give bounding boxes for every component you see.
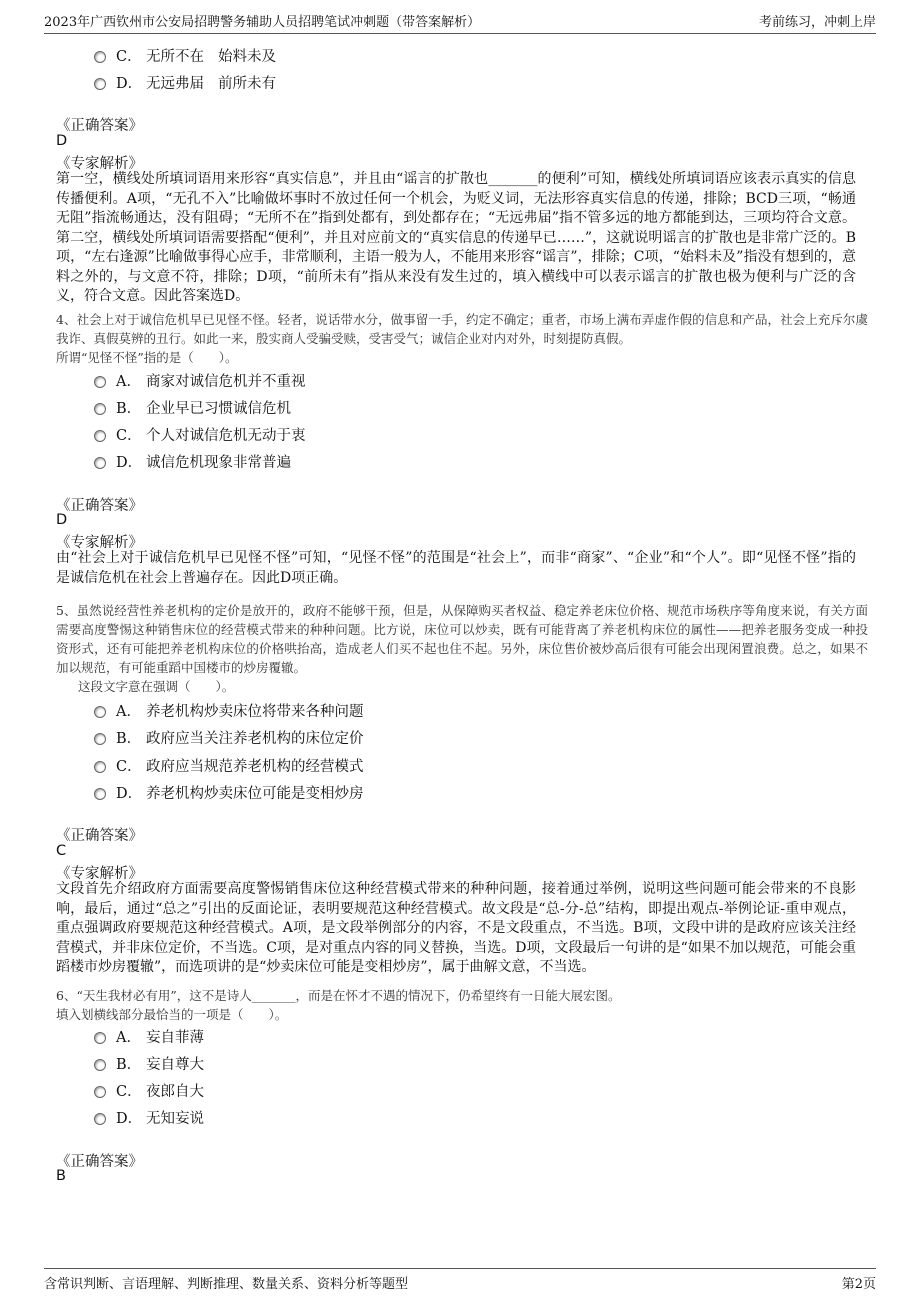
q6-answer: B — [56, 1168, 66, 1184]
q5-option-a[interactable]: A． 养老机构炒卖床位将带来各种问题 — [94, 699, 364, 721]
footer-topics: 含常识判断、言语理解、判断推理、数量关系、资料分析等题型 — [44, 1276, 409, 1292]
page-header — [44, 8, 876, 34]
radio-icon[interactable] — [94, 733, 106, 745]
radio-icon[interactable] — [94, 51, 106, 63]
radio-icon[interactable] — [94, 788, 106, 800]
q3-analysis: 第一空，横线处所填词语用来形容“真实信息”，并且由“谣言的扩散也_______的便利”可知，横线处所填词语应该表示真实的信息传播便利。A项，“无孔不入”比喻做坏事时不放过任何一个机会，为贬义词，无法形容真实信息的传递，排除；BCD三项，“畅通无阻”指流畅通达，没有阻碍；“无所不在”指到处都有，到处都存在；“无远弗届”指不管多远的地方都能到达，三项均符合文意。第二空，横线处所填词语需要搭配“便利”，并且对应前文的“真实信息的传递早已……”，这就说明谣言的扩散也是非常广泛的。B项，“左右逢源”比喻做事得心应手，非常顺利，主语一般为人，不能用来形容“谣言”，排除；C项，“始料未及”指没有想到的，意料之外的，与文意不符，排除；D项，“前所未有”指从来没有发生过的，填入横线中可以表示谣言的扩散也极为便利与广泛的含义，符合文意。因此答案选D。 — [56, 171, 856, 304]
q4-answer: D — [56, 512, 68, 528]
q5-ask: 这段文字意在强调（ ）。 — [78, 679, 235, 694]
q3-answer-label: 《正确答案》 — [56, 118, 143, 134]
q5-option-c[interactable]: C． 政府应当规范养老机构的经营模式 — [94, 754, 364, 776]
radio-icon[interactable] — [94, 1086, 106, 1098]
q5-analysis: 文段首先介绍政府方面需要高度警惕销售床位这种经营模式带来的种种问题，接着通过举例，说明这些问题可能会带来的不良影响，最后，通过“总之”引出的反面论证，表明要规范这种经营模式。故文段是“总-分-总”结构，即提出观点-举例论证-重申观点，重点强调政府要规范这种经营模式。A项，是文段举例部分的内容，不是文段重点，不当选。B项，文段中讲的是政府应该关注经营模式，并非床位定价，不当选。C项，是对重点内容的同义替换，当选。D项，文段最后一句讲的是“如果不加以规范，可能会重蹈楼市炒房覆辙”，而选项讲的是“炒卖床位可能是变相炒房”，属于曲解文意，不当选。 — [56, 881, 856, 975]
radio-icon[interactable] — [94, 706, 106, 718]
q5-answer: C — [56, 843, 67, 859]
q3-option-d[interactable]: D． 无远弗届 前所未有 — [94, 71, 276, 93]
q4-option-d[interactable]: D． 诚信危机现象非常普遍 — [94, 450, 291, 472]
q6-option-c[interactable]: C． 夜郎自大 — [94, 1079, 204, 1101]
radio-icon[interactable] — [94, 430, 106, 442]
radio-icon[interactable] — [94, 1059, 106, 1071]
radio-icon[interactable] — [94, 1113, 106, 1125]
q3-option-c[interactable]: C． 无所不在 始料未及 — [94, 44, 276, 66]
q6-stem: 6、“天生我材必有用”，这不是诗人_______，而是在怀才不遇的情况下，仍希望终有一日能大展宏图。 填入划横线部分最恰当的一项是（ ）。 — [56, 986, 868, 1024]
q6-ask: 填入划横线部分最恰当的一项是（ ）。 — [56, 1007, 288, 1022]
q4-option-a[interactable]: A． 商家对诚信危机并不重视 — [94, 369, 306, 391]
q4-stem: 4、社会上对于诚信危机早已见怪不怪。轻者，说话带水分，做事留一手，约定不确定；重者，市场上满布弄虚作假的信息和产品，社会上充斥尔虞我诈、真假莫辨的丑行。如此一来，殷实商人受骗受赎，受害受气；诚信企业对内对外，时刻提防真假。 所谓“见怪不怪”指的是（ ）。 — [56, 312, 868, 365]
q5-stem: 5、虽然说经营性养老机构的定价是放开的，政府不能够干预，但是，从保障购买者权益、稳定养老床位价格、规范市场秩序等角度来说，有关方面需要高度警惕这种销售床位的经营模式带来的种种问题。比方说，床位可以炒卖，既有可能背离了养老机构床位的属性——把养老服务变成一种投资形式，还有可能把养老机构床位的价格哄抬高，造成老人们买不起也住不起。另外，床位售价被炒高后很有可能会出现闲置浪费。总之，如果不加以规范，有可能重蹈中国楼市的炒房覆辙。 这段文字意在强调（ ）。 — [56, 603, 868, 694]
page-number: 第2页 — [841, 1276, 876, 1292]
q3-answer: D — [56, 133, 68, 149]
q4-option-b[interactable]: B． 企业早已习惯诚信危机 — [94, 396, 291, 418]
q4-analysis-label: 《专家解析》 — [56, 535, 143, 551]
page-footer — [44, 1268, 876, 1295]
radio-icon[interactable] — [94, 78, 106, 90]
radio-icon[interactable] — [94, 761, 106, 773]
q5-answer-label: 《正确答案》 — [56, 828, 143, 844]
q6-option-a[interactable]: A． 妄自菲薄 — [94, 1025, 204, 1047]
document-title: 2023年广西钦州市公安局招聘警务辅助人员招聘笔试冲刺题（带答案解析） — [44, 15, 481, 30]
q5-option-d[interactable]: D． 养老机构炒卖床位可能是变相炒房 — [94, 781, 364, 803]
q3-analysis-label: 《专家解析》 — [56, 156, 143, 172]
radio-icon[interactable] — [94, 376, 106, 388]
radio-icon[interactable] — [94, 403, 106, 415]
header-tagline: 考前练习，冲刺上岸 — [758, 15, 876, 30]
q6-option-b[interactable]: B． 妄自尊大 — [94, 1052, 204, 1074]
radio-icon[interactable] — [94, 457, 106, 469]
q6-option-d[interactable]: D． 无知妄说 — [94, 1106, 204, 1128]
q4-analysis: 由“社会上对于诚信危机早已见怪不怪”可知，“见怪不怪”的范围是“社会上”，而非“商家”、“企业”和“个人”。即“见怪不怪”指的是诚信危机在社会上普遍存在。因此D项正确。 — [56, 550, 856, 586]
q5-option-b[interactable]: B． 政府应当关注养老机构的床位定价 — [94, 726, 364, 748]
q4-answer-label: 《正确答案》 — [56, 498, 143, 514]
q5-analysis-label: 《专家解析》 — [56, 866, 143, 882]
q4-ask: 所谓“见怪不怪”指的是（ ）。 — [56, 350, 238, 365]
q6-answer-label: 《正确答案》 — [56, 1154, 143, 1170]
q4-option-c[interactable]: C． 个人对诚信危机无动于衷 — [94, 423, 306, 445]
radio-icon[interactable] — [94, 1032, 106, 1044]
